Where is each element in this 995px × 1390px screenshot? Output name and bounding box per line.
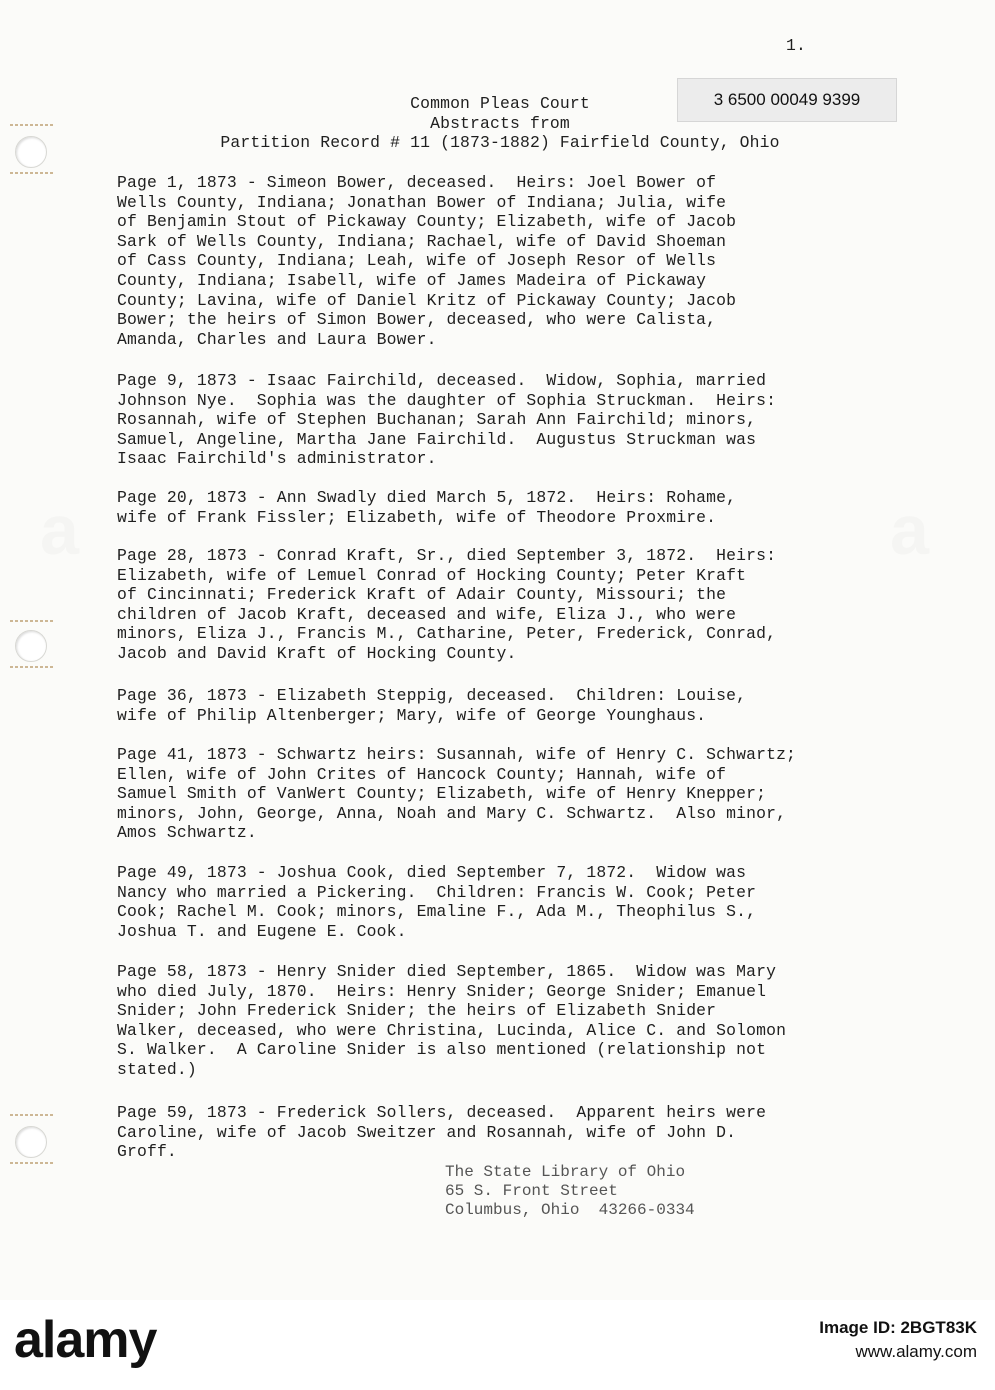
punch-mark [10,666,55,668]
punch-mark [10,124,55,126]
entry-line: Page 41, 1873 - Schwartz heirs: Susannah, wife of Henry C. Schwartz; [117,745,797,764]
record-entry [117,745,937,843]
entry-line: Joshua T. and Eugene E. Cook. [117,921,407,941]
footer-info [819,1316,977,1364]
entry-line: Groff. [117,1142,177,1162]
entry-line: Page 59, 1873 - Frederick Sollers, deceased. Apparent heirs were [117,1103,767,1122]
alamy-logo: alamy [14,1311,157,1369]
entry-line: children of Jacob Kraft, deceased and wife, Eliza J., who were [117,604,737,624]
entry-line: Sark of Wells County, Indiana; Rachael, wife of David Shoeman [117,231,727,251]
entry-line: minors, Eliza J., Francis M., Catharine, Peter, Frederick, Conrad, [117,624,777,644]
punch-mark [10,172,55,174]
entry-line: S. Walker. A Caroline Snider is also mentioned (relationship not [117,1040,767,1060]
entry-line: Snider; John Frederick Snider; the heirs of Elizabeth Snider [117,1001,717,1021]
library-stamp [445,1163,695,1220]
watermark-left: a [40,491,79,569]
entry-line: Caroline, wife of Jacob Sweitzer and Rosannah, wife of John D. [117,1122,737,1142]
record-entry [117,371,937,469]
stamp-line: 65 S. Front Street [445,1182,618,1200]
watermark-right: a [890,491,929,569]
barcode-label: 3 6500 00049 9399 [677,78,897,122]
image-id: Image ID: 2BGT83K [819,1318,977,1337]
entry-line: Page 20, 1873 - Ann Swadly died March 5, 1872. Heirs: Rohame, [117,488,737,507]
entry-line: Wells County, Indiana; Jonathan Bower of Indiana; Julia, wife [117,192,727,212]
header-record: Partition Record # 11 (1873-1882) Fairfield County, Ohio [220,133,780,153]
entry-line: Page 49, 1873 - Joshua Cook, died September 7, 1872. Widow was [117,863,747,882]
punch-hole-middle [15,630,47,662]
record-entry [117,546,937,664]
entry-line: Page 9, 1873 - Isaac Fairchild, deceased. Widow, Sophia, married [117,371,767,390]
entry-line: of Cincinnati; Frederick Kraft of Adair County, Missouri; the [117,585,727,605]
entry-line: Nancy who married a Pickering. Children: Francis W. Cook; Peter [117,882,757,902]
document-header [120,94,880,153]
entry-line: Bower; the heirs of Simon Bower, deceased, who were Calista, [117,310,717,330]
record-entry [117,173,937,349]
entry-line: of Cass County, Indiana; Leah, wife of Joseph Resor of Wells [117,251,717,271]
punch-mark [10,620,55,622]
record-entry [117,1103,937,1162]
entry-line: Isaac Fairchild's administrator. [117,449,437,469]
entry-line: Amanda, Charles and Laura Bower. [117,329,437,349]
entry-line: Page 28, 1873 - Conrad Kraft, Sr., died September 3, 1872. Heirs: [117,546,777,565]
punch-hole-bottom [15,1126,47,1158]
punch-mark [10,1114,55,1116]
page-number: 1. [786,36,806,55]
record-entry [117,686,937,725]
entry-line: Page 36, 1873 - Elizabeth Steppig, deceased. Children: Louise, [117,686,747,705]
entry-line: of Benjamin Stout of Pickaway County; Elizabeth, wife of Jacob [117,212,737,232]
entry-line: minors, John, George, Anna, Noah and Mary C. Schwartz. Also minor, [117,803,787,823]
entry-line: Ellen, wife of John Crites of Hancock County; Hannah, wife of [117,764,727,784]
record-entry [117,863,937,941]
entry-line: Elizabeth, wife of Lemuel Conrad of Hocking County; Peter Kraft [117,565,747,585]
stamp-line: The State Library of Ohio [445,1163,686,1181]
entry-line: Samuel Smith of VanWert County; Elizabeth, wife of Henry Knepper; [117,784,767,804]
entry-line: Rosannah, wife of Stephen Buchanan; Sarah Ann Fairchild; minors, [117,410,757,430]
record-entry [117,488,937,527]
punch-mark [10,1162,55,1164]
entry-line: Page 58, 1873 - Henry Snider died September, 1865. Widow was Mary [117,962,777,981]
entry-line: Amos Schwartz. [117,823,257,843]
record-entry [117,962,937,1080]
entry-line: wife of Frank Fissler; Elizabeth, wife of Theodore Proxmire. [117,507,717,527]
entry-line: Johnson Nye. Sophia was the daughter of Sophia Struckman. Heirs: [117,390,777,410]
header-subtitle: Abstracts from [430,113,570,133]
entry-line: Cook; Rachel M. Cook; minors, Emaline F., Ada M., Theophilus S., [117,902,757,922]
header-court: Common Pleas Court [410,94,590,113]
entry-line: stated.) [117,1059,197,1079]
entry-line: wife of Philip Altenberger; Mary, wife of George Younghaus. [117,705,707,725]
stamp-line: Columbus, Ohio 43266-0334 [445,1201,695,1219]
entry-line: Walker, deceased, who were Christina, Lucinda, Alice C. and Solomon [117,1020,787,1040]
site-url: www.alamy.com [855,1342,977,1361]
entry-line: County; Lavina, wife of Daniel Kritz of Pickaway County; Jacob [117,290,737,310]
entry-line: Samuel, Angeline, Martha Jane Fairchild. Augustus Struckman was [117,429,757,449]
entry-line: who died July, 1870. Heirs: Henry Snider; George Snider; Emanuel [117,981,767,1001]
entry-line: Jacob and David Kraft of Hocking County. [117,643,517,663]
punch-hole-top [15,136,47,168]
entry-line: Page 1, 1873 - Simeon Bower, deceased. Heirs: Joel Bower of [117,173,717,192]
entry-line: County, Indiana; Isabell, wife of James Madeira of Pickaway [117,270,707,290]
